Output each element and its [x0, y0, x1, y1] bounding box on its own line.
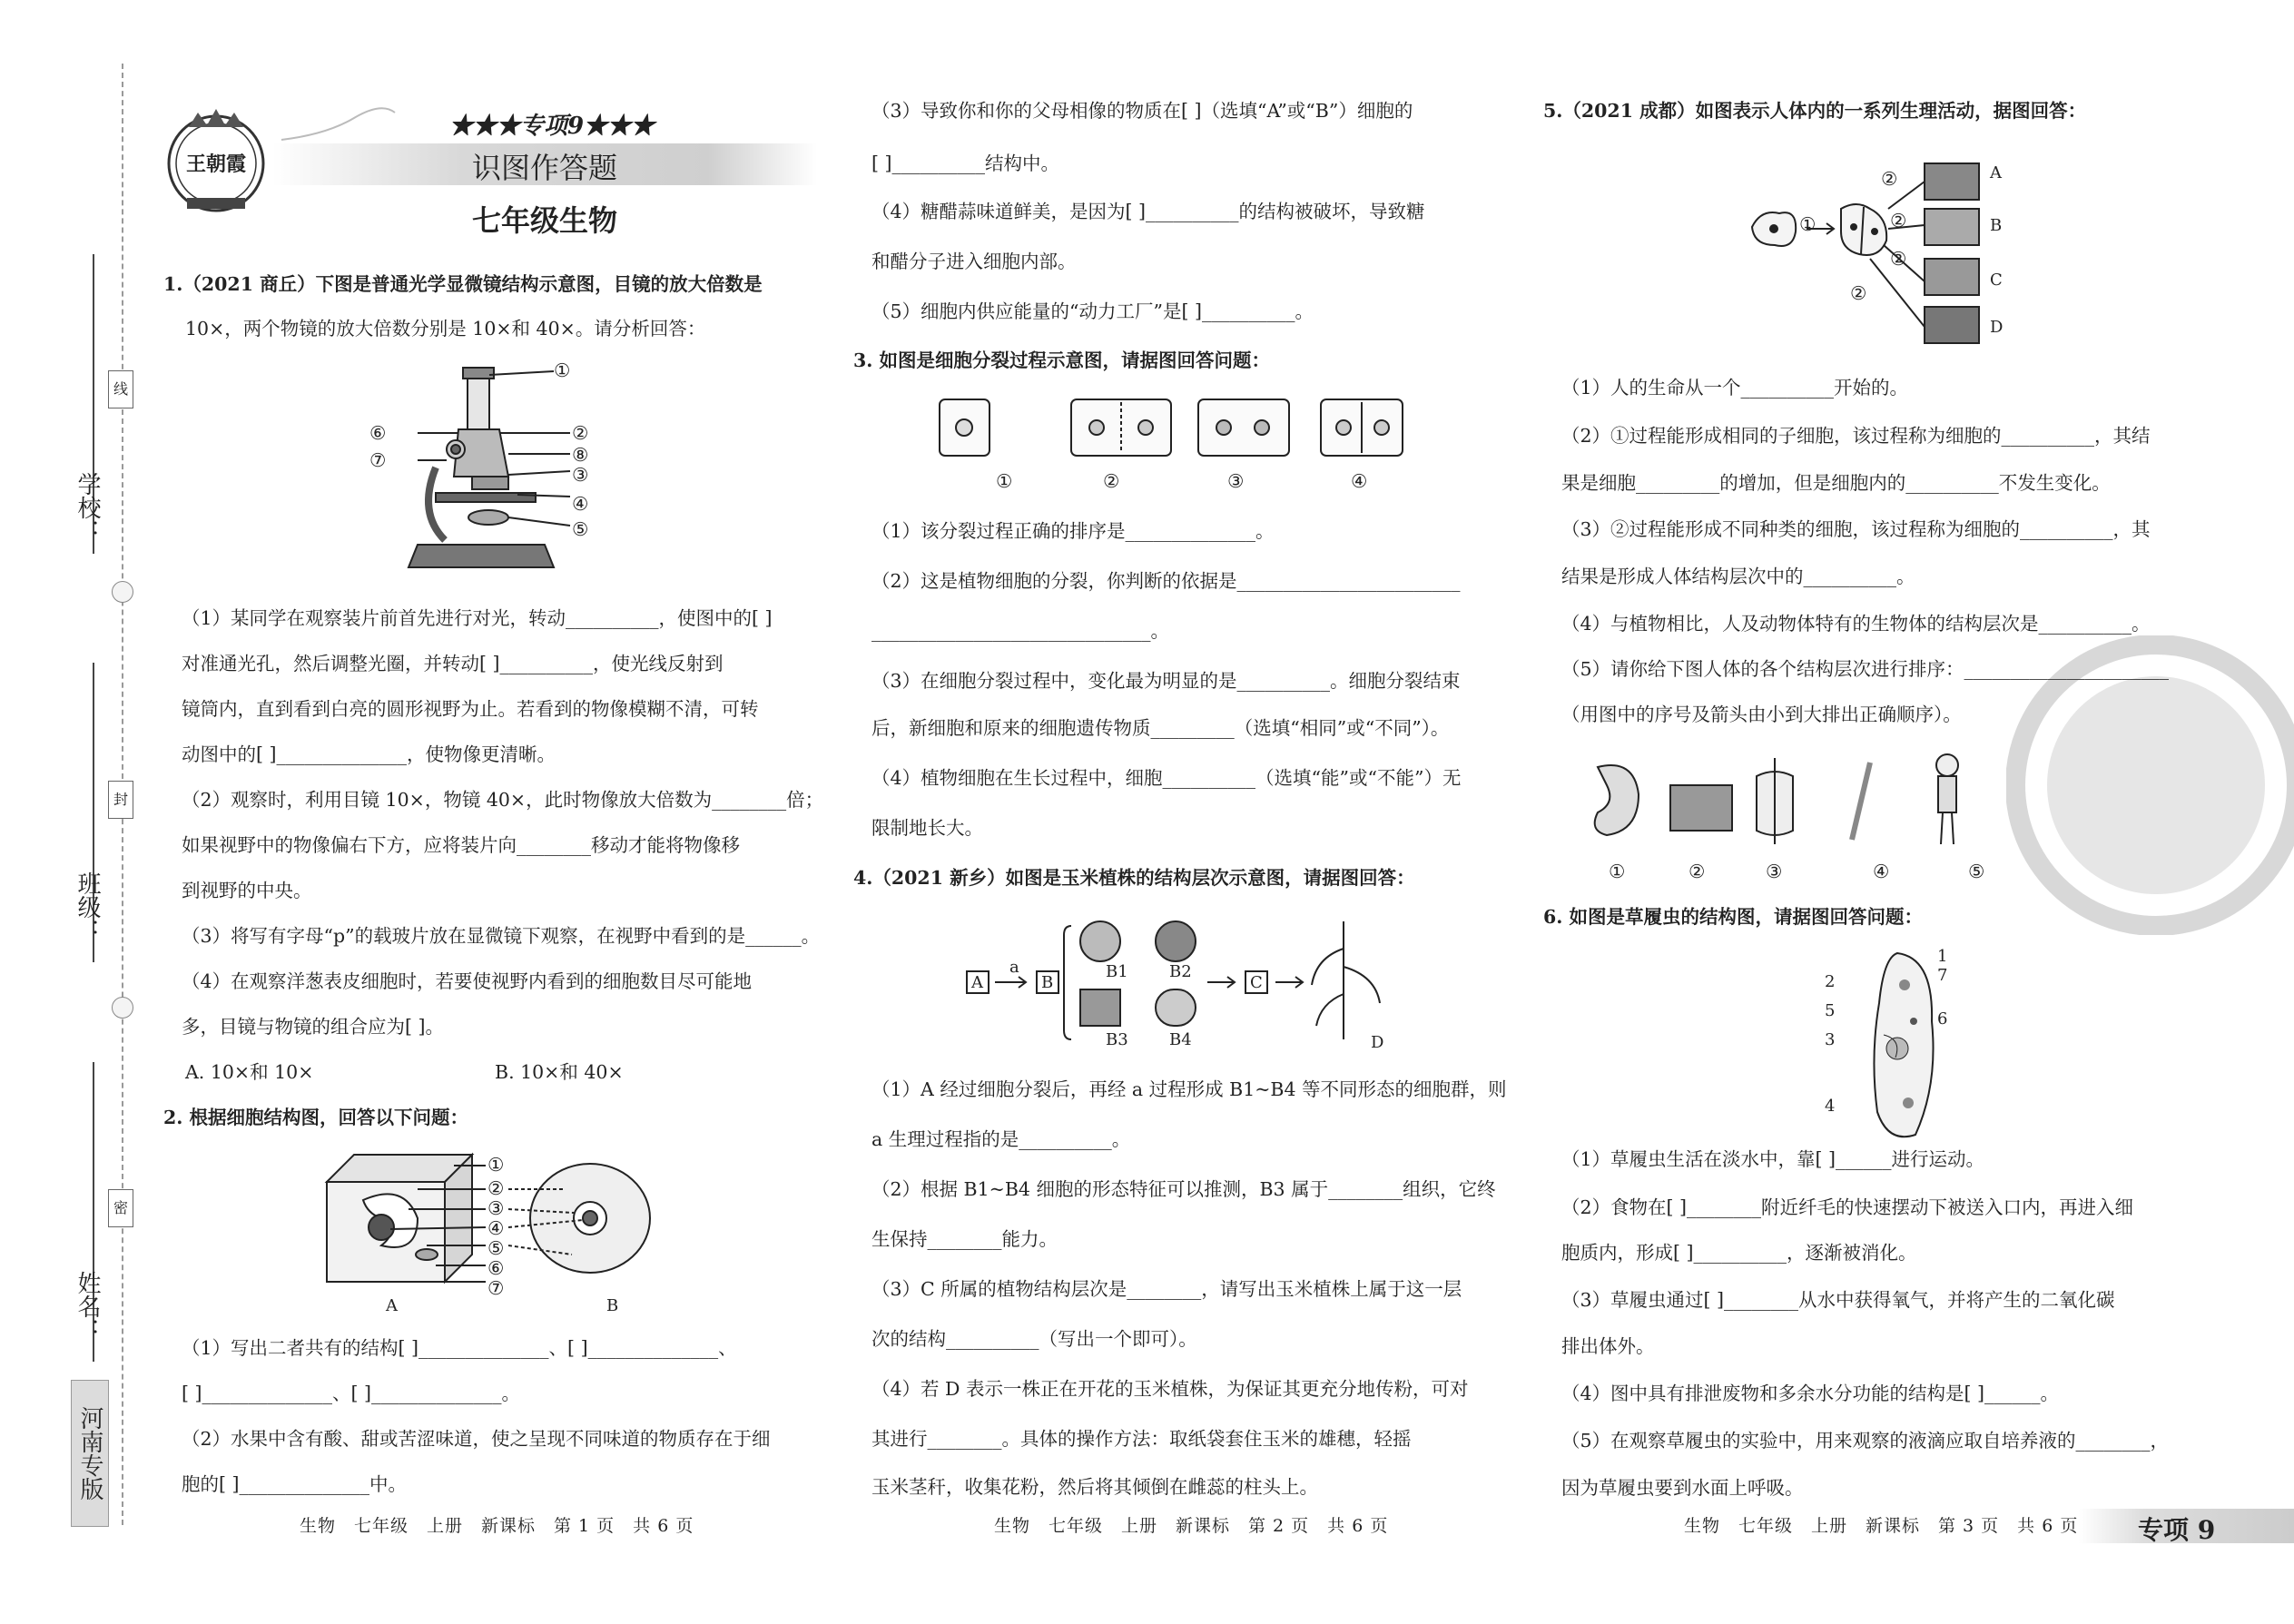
q5-part3-line1: （3）②过程能形成不同种类的细胞，该过程称为细胞的__________，其	[1561, 518, 2151, 540]
q1-option-b: B. 10×和 40×	[495, 1061, 624, 1083]
corn-box-c: C	[1250, 973, 1263, 992]
q5-part4: （4）与植物相比，人及动物体特有的生物体的结构层次是__________。	[1561, 613, 2151, 635]
paramecium-label-2: 2	[1825, 972, 1836, 991]
paramecium-label-6: 6	[1937, 1009, 1948, 1029]
q5-part2-line1: （2）①过程能形成相同的子细胞，该过程称为细胞的__________，其结	[1561, 425, 2151, 447]
mark-line-box: 线	[108, 370, 133, 408]
cell-differentiation-figure	[1743, 154, 2006, 349]
order-label-2: ②	[1689, 861, 1706, 882]
q1-part2-line1: （2）观察时，利用目镜 10×，物镜 40×，此时物像放大倍数为________倍；	[182, 789, 824, 811]
cell-label-3: ③	[487, 1197, 505, 1219]
q2-part2-line2: 胞的[ ]______________中。	[182, 1473, 408, 1495]
microscope-label-3: ③	[572, 464, 589, 486]
q6-part2-line2: 胞质内，形成[ ]__________，逐渐被消化。	[1561, 1242, 1917, 1264]
cell-label-4: ④	[487, 1217, 505, 1239]
cell-label-7: ⑦	[487, 1277, 505, 1299]
q1-part1-line4: 动图中的[ ]______________，使物像更清晰。	[182, 743, 556, 765]
microscope-figure	[381, 359, 626, 599]
school-label: 学校：	[74, 472, 101, 543]
q5-part5-line2: （用图中的序号及箭头由小到大排出正确顺序）。	[1561, 704, 1962, 725]
name-label: 姓名：	[74, 1271, 101, 1342]
q1-part2-line2: 如果视野中的物像偏右下方，应将装片向________移动才能将物像移	[182, 834, 740, 856]
process-label-2c: ②	[1890, 248, 1907, 270]
tissue-label-d: D	[1990, 318, 2004, 337]
q1-part1-line1: （1）某同学在观察装片前首先进行对光，转动__________，使图中的[ ]	[182, 607, 773, 629]
body-levels-figure	[1580, 749, 1988, 853]
cell-label-5: ⑤	[487, 1237, 505, 1259]
division-label-2: ②	[1103, 470, 1120, 492]
q4-part1-line2: a 生理过程指的是__________。	[871, 1128, 1131, 1150]
q2-part3-line2: [ ]__________结构中。	[871, 153, 1060, 174]
q6-part5-line1: （5）在观察草履虫的实验中，用来观察的液滴应取自培养液的________，	[1561, 1430, 2170, 1452]
microscope-label-2: ②	[572, 422, 589, 444]
division-label-1: ①	[996, 470, 1013, 492]
footer-page-1: 生物 七年级 上册 新课标 第 1 页 共 6 页	[300, 1516, 694, 1536]
microscope-label-5: ⑤	[572, 518, 589, 540]
q1-option-a: A. 10×和 10×	[185, 1061, 314, 1083]
class-label: 班级：	[74, 871, 101, 942]
cell-figure-b-label: B	[606, 1296, 619, 1315]
process-label-2d: ②	[1850, 282, 1867, 304]
q1-part1-line2: 对准通光孔，然后调整光圈，并转动[ ]__________，使光线反射到	[182, 653, 724, 674]
corn-label-b1: B1	[1106, 962, 1128, 981]
q4-part2-line2: 生保持________能力。	[871, 1228, 1058, 1250]
scissor-icon	[112, 997, 133, 1019]
q2-part1-line2: [ ]______________、[ ]______________。	[182, 1383, 521, 1404]
corn-label-d: D	[1371, 1033, 1384, 1052]
q2-part4-line2: 和醋分子进入细胞内部。	[871, 251, 1077, 272]
q3-part4-line1: （4）植物细胞在生长过程中，细胞__________（选填“能”或“不能”）无	[871, 767, 1462, 789]
order-label-1: ①	[1609, 861, 1626, 882]
q5-part3-line2: 结果是形成人体结构层次中的__________。	[1561, 566, 1915, 587]
microscope-label-1: ①	[554, 359, 571, 381]
q1-part2-line3: 到视野的中央。	[182, 880, 312, 901]
q4-part2-line1: （2）根据 B1~B4 细胞的形态特征可以推测，B3 属于________组织，它终	[871, 1178, 1496, 1200]
paramecium-label-7: 7	[1937, 966, 1948, 985]
edition-tag: 河南专版	[71, 1380, 109, 1527]
corn-arrow-a: a	[1009, 958, 1019, 977]
microscope-label-7: ⑦	[369, 449, 387, 471]
q4-part3-line2: 次的结构__________（写出一个即可）。	[871, 1328, 1197, 1350]
microscope-label-4: ④	[572, 493, 589, 515]
q3-part2-line1: （2）这是植物细胞的分裂，你判断的依据是________________________	[871, 570, 1461, 592]
process-label-2b: ②	[1890, 210, 1907, 231]
footer-tag: 专项 9	[2138, 1515, 2216, 1545]
q1-stem-line2: 10×，两个物镜的放大倍数分别是 10×和 40×。请分析回答：	[185, 318, 706, 340]
microscope-label-6: ⑥	[369, 422, 387, 444]
q6-part3-line2: 排出体外。	[1561, 1335, 1655, 1357]
q2-part1-line1: （1）写出二者共有的结构[ ]______________、[ ]______________、	[182, 1337, 737, 1359]
corn-label-b4: B4	[1169, 1030, 1192, 1049]
header-badge: ★★★专项9★★★	[448, 113, 655, 140]
tissue-label-a: A	[1990, 163, 2002, 182]
q4-stem: 4.（2021 新乡）如图是玉米植株的结构层次示意图，请据图回答：	[853, 867, 1415, 889]
footer-page-3: 生物 七年级 上册 新课标 第 3 页 共 6 页	[1684, 1516, 2079, 1536]
tissue-label-c: C	[1990, 271, 2003, 290]
q4-part4-line1: （4）若 D 表示一株正在开花的玉米植株，为保证其更充分地传粉，可对	[871, 1378, 1469, 1400]
order-label-4: ④	[1873, 861, 1890, 882]
q4-part4-line2: 其进行________。具体的操作方法：取纸袋套住玉米的雄穗，轻摇	[871, 1428, 1412, 1450]
page-subtitle: 七年级生物	[471, 203, 617, 238]
logo-text: 王朝霞	[185, 153, 246, 176]
mark-secret-box: 密	[108, 1189, 133, 1227]
header-ribbon	[272, 107, 399, 143]
q5-stem: 5.（2021 成都）如图表示人体内的一系列生理活动，据图回答：	[1543, 100, 2087, 122]
cell-division-figure	[935, 395, 1407, 463]
q6-part1: （1）草履虫生活在淡水中，靠[ ]______进行运动。	[1561, 1148, 1985, 1170]
cell-figure-a-label: A	[386, 1296, 398, 1315]
q2-part2-line1: （2）水果中含有酸、甜或苦涩味道，使之呈现不同味道的物质存在于细	[182, 1428, 771, 1450]
q1-part4-line1: （4）在观察洋葱表皮细胞时，若要使视野内看到的细胞数目尽可能地	[182, 970, 753, 992]
corn-label-b2: B2	[1169, 962, 1192, 981]
cell-label-2: ②	[487, 1177, 505, 1199]
q6-stem: 6. 如图是草履虫的结构图，请据图回答问题：	[1543, 906, 1924, 928]
q6-part2-line1: （2）食物在[ ]________附近纤毛的快速摆动下被送入口内，再进入细	[1561, 1196, 2134, 1218]
q4-part4-line3: 玉米茎秆，收集花粉，然后将其倾倒在雌蕊的柱头上。	[871, 1476, 1318, 1498]
q3-part3-line1: （3）在细胞分裂过程中，变化最为明显的是__________。细胞分裂结束	[871, 670, 1461, 692]
binding-gutter	[0, 0, 145, 1624]
paramecium-figure	[1861, 949, 1943, 1144]
q3-stem: 3. 如图是细胞分裂过程示意图，请据图回答问题：	[853, 349, 1271, 371]
division-label-3: ③	[1227, 470, 1245, 492]
q6-part5-line2: 因为草履虫要到水面上呼吸。	[1561, 1477, 1804, 1499]
corn-box-a: A	[971, 973, 983, 992]
brand-logo	[162, 107, 271, 214]
q1-part4-line2: 多，目镜与物镜的组合应为[ ]。	[182, 1016, 445, 1038]
paramecium-label-3: 3	[1825, 1030, 1836, 1049]
q4-part1-line1: （1）A 经过细胞分裂后，再经 a 过程形成 B1~B4 等不同形态的细胞群，则	[871, 1078, 1507, 1100]
q2-part5: （5）细胞内供应能量的“动力工厂”是[ ]__________。	[871, 300, 1314, 322]
q1-part1-line3: 镜筒内，直到看到白亮的圆形视野为止。若看到的物像模糊不清，可转	[182, 698, 759, 720]
q3-part1: （1）该分裂过程正确的排序是______________。	[871, 520, 1275, 542]
q5-part5-line1: （5）请你给下图人体的各个结构层次进行排序：______________________	[1561, 658, 2170, 680]
mark-seal-box: 封	[108, 781, 133, 819]
q3-part3-line2: 后，新细胞和原来的细胞遗传物质_________（选填“相同”或“不同”）。	[871, 717, 1450, 739]
q2-part3-line1: （3）导致你和你的父母相像的物质在[ ]（选填“A”或“B”）细胞的	[871, 100, 1413, 122]
division-label-4: ④	[1351, 470, 1368, 492]
q2-stem: 2. 根据细胞结构图，回答以下问题：	[163, 1107, 469, 1128]
q6-part4: （4）图中具有排泄废物和多余水分功能的结构是[ ]______。	[1561, 1383, 2060, 1404]
q6-part3-line1: （3）草履虫通过[ ]________从水中获得氧气，并将产生的二氧化碳	[1561, 1289, 2115, 1311]
order-label-5: ⑤	[1968, 861, 1985, 882]
q5-part1: （1）人的生命从一个__________开始的。	[1561, 377, 1909, 399]
q1-part3: （3）将写有字母“p”的载玻片放在显微镜下观察，在视野中看到的是______。	[182, 925, 821, 947]
q4-part3-line1: （3）C 所属的植物结构层次是________，请写出玉米植株上属于这一层	[871, 1278, 1462, 1300]
process-label-2a: ②	[1881, 168, 1898, 190]
footer-page-2: 生物 七年级 上册 新课标 第 2 页 共 6 页	[994, 1516, 1389, 1536]
page-title: 识图作答题	[471, 151, 617, 185]
microscope-label-8: ⑧	[572, 444, 589, 466]
corn-box-b: B	[1041, 973, 1054, 992]
paramecium-label-5: 5	[1825, 1001, 1836, 1020]
order-label-3: ③	[1766, 861, 1783, 882]
cell-label-1: ①	[487, 1154, 505, 1176]
process-label-1: ①	[1799, 213, 1816, 235]
scissor-icon	[112, 581, 133, 603]
q5-part2-line2: 果是细胞_________的增加，但是细胞内的__________不发生变化。	[1561, 472, 2111, 494]
tissue-label-b: B	[1990, 216, 2003, 235]
paramecium-label-4: 4	[1825, 1097, 1836, 1116]
q1-stem-line1: 1.（2021 商丘）下图是普通光学显微镜结构示意图，目镜的放大倍数是	[163, 273, 763, 295]
paramecium-label-1: 1	[1937, 947, 1948, 966]
corn-label-b3: B3	[1106, 1030, 1128, 1049]
cell-label-6: ⑥	[487, 1257, 505, 1279]
q2-part4-line1: （4）糖醋蒜味道鲜美，是因为[ ]__________的结构被破坏，导致糖	[871, 201, 1425, 222]
q3-part2-line2: ______________________________。	[871, 620, 1169, 642]
q3-part4-line2: 限制地长大。	[871, 817, 983, 839]
